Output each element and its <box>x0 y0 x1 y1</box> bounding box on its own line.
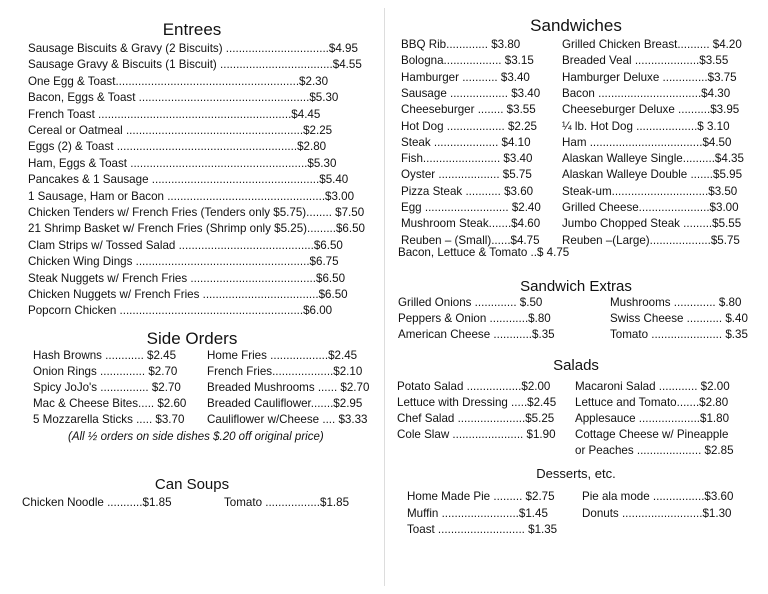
menu-item: American Cheese ............$.35 <box>398 328 555 341</box>
menu-item: French Fries...................$2.10 <box>207 365 363 378</box>
menu-item: Sausage .................. $3.40 <box>401 86 541 100</box>
menu-item: Macaroni Salad ............ $2.00 <box>575 380 730 393</box>
menu-item: Potato Salad .................$2.00 <box>397 380 551 393</box>
menu-item: Sausage Biscuits & Gravy (2 Biscuits) ................................$4.95 <box>28 42 358 55</box>
menu-item: Cereal or Oatmeal .......................................................$2.25 <box>28 124 333 137</box>
menu-item: Ham ...................................$4.50 <box>562 135 732 149</box>
menu-item: Home Made Pie ......... $2.75 <box>407 490 555 503</box>
menu-item: 5 Mozzarella Sticks ..... $3.70 <box>33 413 185 426</box>
menu-item: Pancakes & 1 Sausage ....................................................$5.40 <box>28 173 349 187</box>
menu-item: Egg .......................... $2.40 <box>401 201 541 214</box>
menu-item: Ham, Eggs & Toast .......................................................$5.30 <box>28 156 337 170</box>
menu-item: Eggs (2) & Toast ........................................................$2.80 <box>28 140 327 154</box>
menu-item: Breaded Veal ....................$3.55 <box>562 54 729 68</box>
menu-item: Home Fries ..................$2.45 <box>207 349 358 362</box>
can-soup-chicken-noodle: Chicken Noodle ...........$1.85 <box>22 496 172 509</box>
menu-item: BBQ Rib............. $3.80 <box>401 38 521 51</box>
menu-item: Peppers & Onion ............$.80 <box>398 312 551 325</box>
menu-item: Tomato ...................... $.35 <box>610 328 748 341</box>
menu-item: Grilled Onions ............. $.50 <box>398 296 543 309</box>
sandwich-extras-heading: Sandwich Extras <box>520 278 632 295</box>
menu-item: Cole Slaw ...................... $1.90 <box>397 428 556 441</box>
menu-item: Pizza Steak ........... $3.60 <box>401 184 534 198</box>
menu-item: or Peaches .................... $2.85 <box>575 444 734 457</box>
menu-item: Cheeseburger Deluxe ..........$3.95 <box>562 103 740 117</box>
menu-item: Fish........................ $3.40 <box>401 152 533 166</box>
menu-item: Lettuce and Tomato.......$2.80 <box>575 396 729 409</box>
menu-item: Hash Browns ............ $2.45 <box>33 349 177 362</box>
menu-item: Breaded Mushrooms ...... $2.70 <box>207 381 370 394</box>
menu-item: Hamburger ........... $3.40 <box>401 70 530 84</box>
menu-item: Chicken Nuggets w/ French Fries ....................................$6.50 <box>28 288 348 301</box>
side-orders-heading: Side Orders <box>146 329 238 348</box>
side-orders-note: (All ½ orders on side dishes $.20 off original price) <box>68 431 324 443</box>
menu-item: 21 Shrimp Basket w/ French Fries (Shrimp only $5.25).........$6.50 <box>28 222 365 236</box>
menu-item: Reuben – (Small)......$4.75 <box>401 233 540 247</box>
menu-item: Steak-um..............................$3.50 <box>562 184 738 198</box>
menu-item: Reuben –(Large)...................$5.75 <box>562 233 740 247</box>
menu-item: Steak .................... $4.10 <box>401 135 531 149</box>
menu-item: Popcorn Chicken .........................................................$6.00 <box>28 304 333 318</box>
menu-item: Grilled Cheese......................$3.00 <box>562 201 739 214</box>
menu-item: Breaded Cauliflower.......$2.95 <box>207 397 363 410</box>
menu-item: Jumbo Chopped Steak .........$5.55 <box>562 217 742 231</box>
menu-item: Lettuce with Dressing .....$2.45 <box>397 396 557 409</box>
entrees-heading: Entrees <box>162 20 222 39</box>
menu-item: One Egg & Toast.........................................................$2.30 <box>28 74 329 88</box>
menu-item: Pie ala mode ................$3.60 <box>582 490 734 503</box>
desserts-heading: Desserts, etc. <box>536 466 616 481</box>
menu-item: Bacon ................................$4.30 <box>562 86 731 100</box>
sandwiches-heading: Sandwiches <box>530 16 622 35</box>
menu-item: Hamburger Deluxe ..............$3.75 <box>562 70 737 84</box>
menu-item: Mushroom Steak.......$4.60 <box>401 217 541 231</box>
menu-item: Sausage Gravy & Biscuits (1 Biscuit) ...................................$4.55 <box>28 58 362 72</box>
menu-item: Clam Strips w/ Tossed Salad ..........................................$6.50 <box>28 238 343 252</box>
menu-item: French Toast ............................................................$4.45 <box>28 107 321 121</box>
menu-item: Bologna.................. $3.15 <box>401 54 534 68</box>
menu-item: Cottage Cheese w/ Pineapple <box>575 428 729 441</box>
menu-item: Chicken Wing Dings ......................................................$6.75 <box>28 255 339 269</box>
menu-item: 1 Sausage, Ham or Bacon .................................................$3.00 <box>28 189 355 203</box>
menu-item: Cauliflower w/Cheese .... $3.33 <box>207 413 368 426</box>
menu-item: Mac & Cheese Bites..... $2.60 <box>33 397 187 410</box>
menu-item: ¼ lb. Hot Dog ...................$ 3.10 <box>562 119 730 133</box>
menu-item: Swiss Cheese ........... $.40 <box>610 312 748 325</box>
menu-item: Alaskan Walleye Single..........$4.35 <box>562 152 744 166</box>
menu-item: Grilled Chicken Breast.......... $4.20 <box>562 38 742 51</box>
menu-item: Onion Rings .............. $2.70 <box>33 365 178 378</box>
salads-heading: Salads <box>553 357 599 374</box>
menu-item: Chicken Tenders w/ French Fries (Tenders only $5.75)........ $7.50 <box>28 206 365 219</box>
menu-item: Spicy JoJo's ............... $2.70 <box>33 381 181 394</box>
menu-item: Bacon, Eggs & Toast .....................................................$5.30 <box>28 91 339 105</box>
menu-item: Toast ........................... $1.35 <box>407 523 558 536</box>
column-divider <box>384 8 385 586</box>
menu-item: Applesauce ...................$1.80 <box>575 412 730 425</box>
menu-item: Cheeseburger ........ $3.55 <box>401 103 536 117</box>
menu-item: Mushrooms ............. $.80 <box>610 296 742 309</box>
can-soups-heading: Can Soups <box>154 476 230 493</box>
can-soup-tomato: Tomato .................$1.85 <box>224 496 350 509</box>
menu-item: Muffin ........................$1.45 <box>407 506 548 520</box>
menu-item: Hot Dog .................. $2.25 <box>401 119 537 133</box>
menu-item: Steak Nuggets w/ French Fries .......................................$6.50 <box>28 271 346 285</box>
menu-item: Oyster ................... $5.75 <box>401 168 532 182</box>
menu-item: Alaskan Walleye Double .......$5.95 <box>562 168 743 182</box>
sandwich-blt: Bacon, Lettuce & Tomato ..$ 4.75 <box>398 246 570 259</box>
menu-item: Donuts .........................$1.30 <box>582 506 732 520</box>
menu-item: Chef Salad .....................$5.25 <box>397 412 555 425</box>
